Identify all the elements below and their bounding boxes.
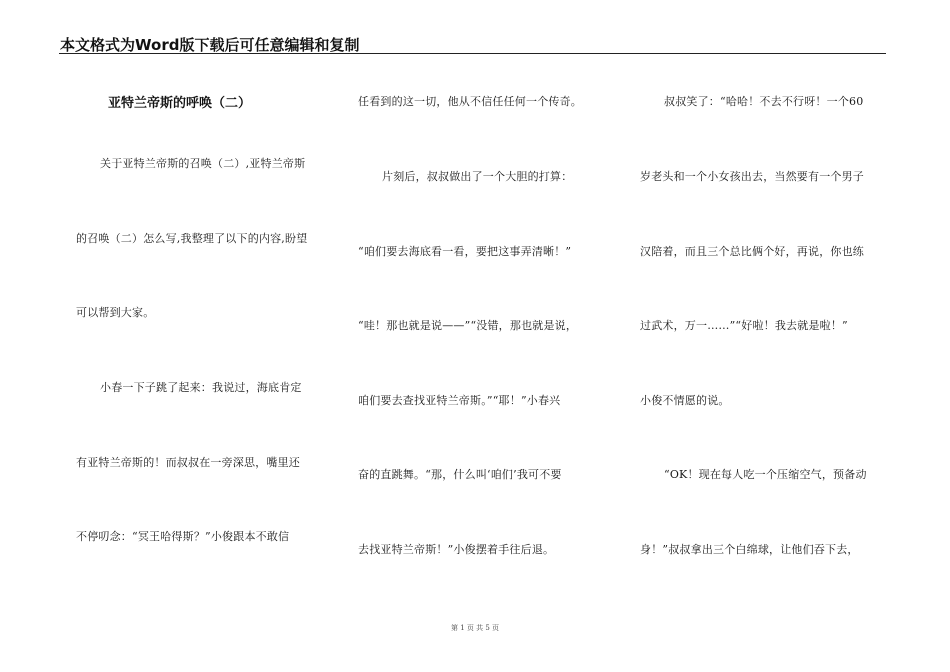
text-line: “咱们要去海底看一看，要把这事弄清晰！” xyxy=(358,245,572,258)
text-line: 过武术，万一……”“好啦！我去就是啦！” xyxy=(640,319,848,332)
text-line: 有亚特兰帝斯的！而叔叔在一旁深思，嘴里还 xyxy=(76,456,300,469)
header-divider xyxy=(59,53,886,54)
document-title: 亚特兰帝斯的呼唤（二） xyxy=(108,96,252,111)
text-line: 岁老头和一个小女孩出去，当然要有一个男子 xyxy=(640,170,864,183)
text-line: 关于亚特兰帝斯的召唤（二）,亚特兰帝斯 xyxy=(100,157,306,170)
text-line: 的召唤（二）怎么写,我整理了以下的内容,盼望 xyxy=(76,232,308,245)
header-title: 本文格式为Word版下载后可任意编辑和复制 xyxy=(60,36,360,54)
text-line: 任看到的这一切，他从不信任任何一个传奇。 xyxy=(358,95,582,108)
page-number: 第 1 页 共 5 页 xyxy=(450,624,500,632)
text-line: 片刻后，叔叔做出了一个大胆的打算： xyxy=(382,170,573,183)
text-line: “哇！那也就是说——”“没错，那也就是说， xyxy=(358,319,578,332)
text-line: 叔叔笑了：“哈哈！不去不行呀！一个60 xyxy=(664,95,864,108)
text-line: “OK！现在每人吃一个压缩空气，预备动 xyxy=(664,468,867,481)
text-line: 小春一下子跳了起来：我说过，海底肯定 xyxy=(100,381,302,394)
text-line: 去找亚特兰帝斯！”小俊摆着手往后退。 xyxy=(358,543,555,556)
text-line: 身！”叔叔拿出三个白绵球，让他们吞下去， xyxy=(640,543,859,556)
text-line: 奋的直跳舞。“那，什么叫‘咱们’我可不要 xyxy=(358,468,562,481)
text-line: 汉陪着，而且三个总比俩个好，再说，你也练 xyxy=(640,245,864,258)
text-line: 不停叨念：“冥王哈得斯？”小俊跟本不敢信 xyxy=(76,530,290,543)
text-line: 可以帮到大家。 xyxy=(76,306,155,319)
text-line: 小俊不情愿的说。 xyxy=(640,394,730,407)
text-line: 咱们要去查找亚特兰帝斯。”“耶！”小春兴 xyxy=(358,394,561,407)
